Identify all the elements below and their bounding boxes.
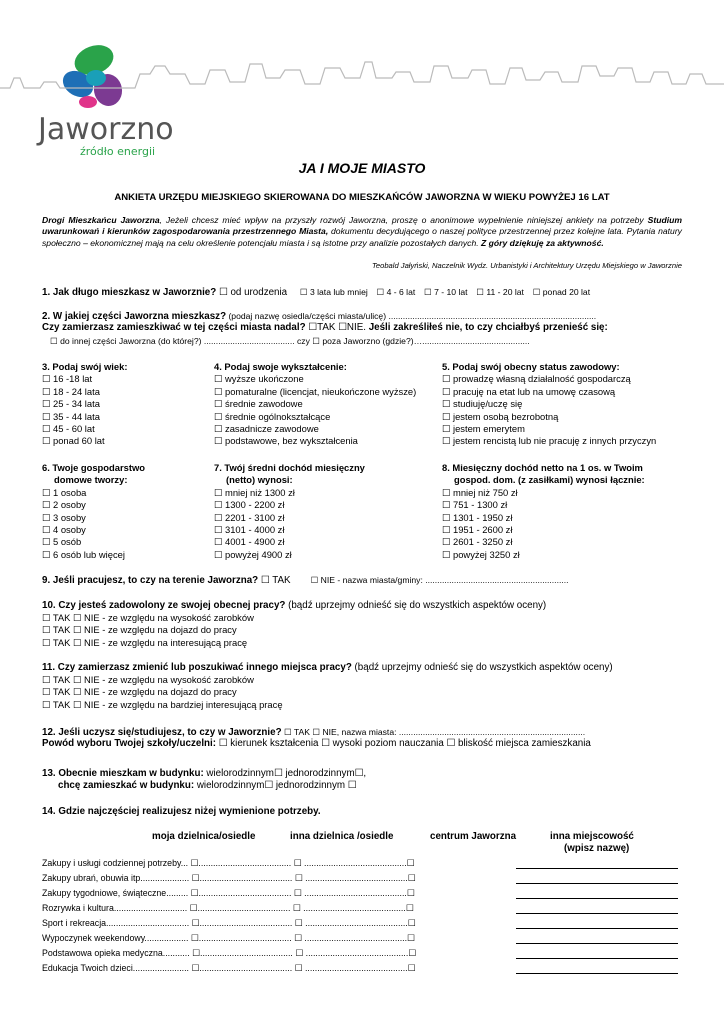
q14-other-town-line[interactable] [516,868,678,869]
q3-option[interactable]: ☐ 35 - 44 lata [42,410,100,422]
q4-option[interactable]: ☐ zasadnicze zawodowe [214,423,319,435]
q7-option[interactable]: ☐ 1300 - 2200 zł [214,499,285,511]
q4-option[interactable]: ☐ podstawowe, bez wykształcenia [214,435,358,447]
q8-option[interactable]: ☐ 1301 - 1950 zł [442,511,513,523]
q13-label: 13. Obecnie mieszkam w budynku: [42,768,204,779]
q9-row [42,574,569,587]
q5-label: 5. Podaj swój obecny status zawodowy: [442,361,620,372]
q5-option[interactable]: ☐ pracuję na etat lub na umowę czasową [442,385,616,397]
q3-option[interactable]: ☐ 16 -18 lat [42,373,93,385]
q7-option[interactable]: ☐ mniej niż 1300 zł [214,486,295,498]
q2-line2-options[interactable]: ☐TAK ☐NIE. [308,322,366,333]
q7-option[interactable]: ☐ 3101 - 4000 zł [214,524,285,536]
q9-option-tak[interactable]: ☐ TAK [260,575,291,586]
q10-hint: (bądź uprzejmy odnieść się do wszystkich aspektów oceny) [285,600,547,611]
q5-option[interactable]: ☐ studiuję/uczę się [442,398,523,410]
q12-options[interactable]: ☐ TAK ☐ NIE, nazwa miasta: .............................................................................. [281,727,586,737]
q14-other-town-line[interactable] [516,928,678,929]
q8-option[interactable]: ☐ 1951 - 2600 zł [442,524,513,536]
q10-options [42,612,254,649]
q14-table-row[interactable]: Edukacja Twoich dzieci....................... ☐...................................... ☐ ..........................................☐ [42,963,416,973]
q4-option[interactable]: ☐ pomaturalne (licencjat, nieukończone wyższe) [214,385,417,397]
q13-row-2 [58,780,357,792]
q5-option[interactable]: ☐ jestem emerytem [442,423,525,435]
intro-studium: Studium uwarunkowań i kierunków zagospodarowania przestrzennego Miasta, [42,215,683,237]
q14-other-town-line[interactable] [516,958,678,959]
q2-hint[interactable]: (podaj nazwę osiedla/części miasta/ulicę) ....................................................................................... [226,311,597,321]
page-title: JA I MOJE MIASTO [298,160,426,176]
q4-option[interactable]: ☐ wyższe ukończone [214,373,304,385]
q6-label-2: domowe tworzy: [54,474,128,486]
skyline-decoration [0,48,724,96]
q1-option-6[interactable]: ☐ ponad 20 lat [532,287,591,297]
q14-label: 14. Gdzie najczęściej realizujesz niżej wymienione potrzeby. [42,806,321,817]
q2-line2-label: Czy zamierzasz zamieszkiwać w tej części miasta nadal? [42,322,306,333]
q2-row-2 [42,322,608,334]
q14-other-town-line[interactable] [516,913,678,914]
q10-option-row[interactable]: ☐ TAK ☐ NIE - ze względu na wysokość zarobków [42,612,254,623]
q8-option[interactable]: ☐ mniej niż 750 zł [442,486,518,498]
q6-option[interactable]: ☐ 3 osoby [42,511,86,523]
q6-option[interactable]: ☐ 1 osoba [42,486,87,498]
q4-block [214,361,416,448]
q11-row [42,662,613,674]
logo-name: Jaworzno [38,112,174,147]
q6-block [42,462,145,561]
q14-table-row[interactable]: Podstawowa opieka medyczna........... ☐...................................... ☐ ..........................................☐ [42,948,417,958]
q2-label: 2. W jakiej części Jaworzna mieszkasz? [42,311,227,322]
q13-line2-options[interactable]: wielorodzinnym☐ jednorodzinnym ☐ [194,780,357,791]
q10-option-row[interactable]: ☐ TAK ☐ NIE - ze względu na interesującą pracę [42,636,248,648]
q2-row-3[interactable]: ☐ do innej części Jaworzna (do której?) ...................................... czy ☐ poza Jaworzno (gdzie?)…............................................. [50,336,530,346]
q7-label-2: (netto) wynosi: [226,474,293,486]
q14-col-other-town: inna miejscowość [550,831,634,842]
q4-label: 4. Podaj swoje wykształcenie: [214,361,347,372]
q14-col-center: centrum Jaworzna [430,831,517,842]
q10-option-row[interactable]: ☐ TAK ☐ NIE - ze względu na dojazd do pracy [42,624,237,636]
q11-option-row[interactable]: ☐ TAK ☐ NIE - ze względu na dojazd do pracy [42,686,237,698]
q12-line2-options[interactable]: ☐ kierunek kształcenia ☐ wysoki poziom nauczania ☐ bliskość miejsca zamieszkania [216,738,591,749]
q7-option[interactable]: ☐ powyżej 4900 zł [214,548,292,560]
q6-option[interactable]: ☐ 6 osób lub więcej [42,548,125,560]
q11-option-row[interactable]: ☐ TAK ☐ NIE - ze względu na bardziej interesującą pracę [42,698,283,710]
q14-table-row[interactable]: Zakupy ubrań, obuwia itp.................... ☐...................................... ☐ ..........................................☐ [42,873,416,883]
intro-body-2: dokumentu decydującego o naszej polityce przestrzennej przez kolejne lata. Pytania natury społeczno – ekonomicznej mają na celu określenie potencjału miasta i są istotne przy analizie pozostałych danych. [42,226,682,248]
q1-option-5[interactable]: ☐ 11 - 20 lat [476,287,524,297]
q1-option-2[interactable]: ☐ 3 lata lub mniej [299,287,368,297]
q1-row [42,286,590,299]
q14-table-row[interactable]: Wypoczynek weekendowy.................. ☐...................................... ☐ ..........................................☐ [42,933,415,943]
q1-label: 1. Jak długo mieszkasz w Jaworznie? [42,287,217,298]
q8-label-2: gospod. dom. (z zasiłkami) wynosi łącznie: [454,474,645,486]
q3-option[interactable]: ☐ 45 - 60 lat [42,423,95,435]
q4-option[interactable]: ☐ średnie zawodowe [214,398,303,410]
signature: Teobald Jałyński, Naczelnik Wydz. Urbanistyki i Architektury Urzędu Miejskiego w Jaworznie [371,261,682,270]
q8-block [442,462,645,561]
q1-option-3[interactable]: ☐ 4 - 6 lat [376,287,416,297]
q5-option[interactable]: ☐ prowadzę własną działalność gospodarczą [442,373,631,385]
q7-option[interactable]: ☐ 2201 - 3100 zł [214,511,285,523]
q14-col-other-district: inna dzielnica /osiedle [290,831,394,842]
q2-line2-follow: Jeśli zakreśliłeś nie, to czy chciałbyś przenieść się: [368,322,608,333]
q3-option[interactable]: ☐ 25 - 34 lata [42,398,100,410]
q14-table-row[interactable]: Zakupy i usługi codziennej potrzeby... ☐...................................... ☐ ..........................................☐ [42,858,415,868]
q14-col-other-town-hint: (wpisz nazwę) [564,843,630,854]
q3-option[interactable]: ☐ 18 - 24 lata [42,385,100,397]
q14-table-row[interactable]: Rozrywka i kultura.............................. ☐...................................... ☐ ..........................................☐ [42,903,414,913]
q11-option-row[interactable]: ☐ TAK ☐ NIE - ze względu na wysokość zarobków [42,674,254,685]
q6-label-1: 6. Twoje gospodarstwo [42,462,145,473]
q5-option[interactable]: ☐ jestem rencistą lub nie pracuję z innych przyczyn [442,435,657,447]
page-subtitle: ANKIETA URZĘDU MIEJSKIEGO SKIEROWANA DO MIESZKAŃCÓW JAWORZNA W WIEKU POWYŻEJ 16 LAT [114,192,610,203]
q10-label: 10. Czy jesteś zadowolony ze swojej obecnej pracy? [42,600,286,611]
q12-label: 12. Jeśli uczysz się/studiujesz, to czy w Jaworznie? [42,727,282,738]
logo-tagline: źródło energii [80,145,156,158]
q7-option[interactable]: ☐ 4001 - 4900 zł [214,536,285,548]
q14-other-town-line[interactable] [516,973,678,974]
intro-paragraph [42,215,682,249]
q13-row-1 [42,768,366,780]
q13-options[interactable]: wielorodzinnym☐ jednorodzinnym☐, [203,768,367,779]
q8-label-1: 8. Miesięczny dochód netto na 1 os. w Twoim [442,462,643,473]
q3-label: 3. Podaj swój wiek: [42,361,128,372]
q1-option-4[interactable]: ☐ 7 - 10 lat [424,287,468,297]
q8-option[interactable]: ☐ 751 - 1300 zł [442,499,508,511]
q12-row-2 [42,738,591,750]
q10-row [42,600,546,612]
q3-block [42,361,127,448]
q11-hint: (bądź uprzejmy odnieść się do wszystkich aspektów oceny) [351,662,613,673]
intro-body-1: , Jeżeli chcesz mieć wpływ na przyszły rozwój Jaworzna, proszę o anonimowe wypełnienie niniejszej ankiety na potrzeby [159,215,648,225]
q8-option[interactable]: ☐ 2601 - 3250 zł [442,536,513,548]
q14-table-row[interactable]: Sport i rekreacja.................................. ☐...................................... ☐ ..........................................☐ [42,918,416,928]
q6-option[interactable]: ☐ 2 osoby [42,499,86,511]
q14-col-own-district: moja dzielnica/osiedle [152,831,256,842]
q12-line2-label: Powód wyboru Twojej szkoły/uczelni: [42,738,217,749]
q14-other-town-line[interactable] [516,943,678,944]
q9-label: 9. Jeśli pracujesz, to czy na terenie Jaworzna? [42,575,259,586]
q6-option[interactable]: ☐ 5 osób [42,536,82,548]
q9-option-nie[interactable]: ☐ NIE - nazwa miasta/gminy: ............................................................ [310,575,569,585]
q14-table-row[interactable]: Zakupy tygodniowe, świąteczne......... ☐...................................... ☐ ..........................................☐ [42,888,415,898]
q7-block [214,462,365,561]
q5-block [442,361,656,448]
q1-option-1[interactable]: ☐ od urodzenia [218,287,288,298]
q14-other-town-line[interactable] [516,898,678,899]
q14-other-town-line[interactable] [516,883,678,884]
q3-option[interactable]: ☐ ponad 60 lat [42,435,105,447]
q8-option[interactable]: ☐ powyżej 3250 zł [442,548,520,560]
intro-salutation: Drogi Mieszkańcu Jaworzna [42,215,160,225]
q4-option[interactable]: ☐ średnie ogólnokształcące [214,410,331,422]
intro-thanks: Z góry dziękuję za aktywność. [481,237,604,248]
q6-option[interactable]: ☐ 4 osoby [42,524,86,536]
q11-options [42,674,283,711]
q5-option[interactable]: ☐ jestem osobą bezrobotną [442,410,559,422]
q11-label: 11. Czy zamierzasz zmienić lub poszukiwać innego miejsca pracy? [42,662,352,673]
q7-label-1: 7. Twój średni dochód miesięczny [214,462,365,473]
q13-line2-label: chcę zamieszkać w budynku: [58,780,195,791]
